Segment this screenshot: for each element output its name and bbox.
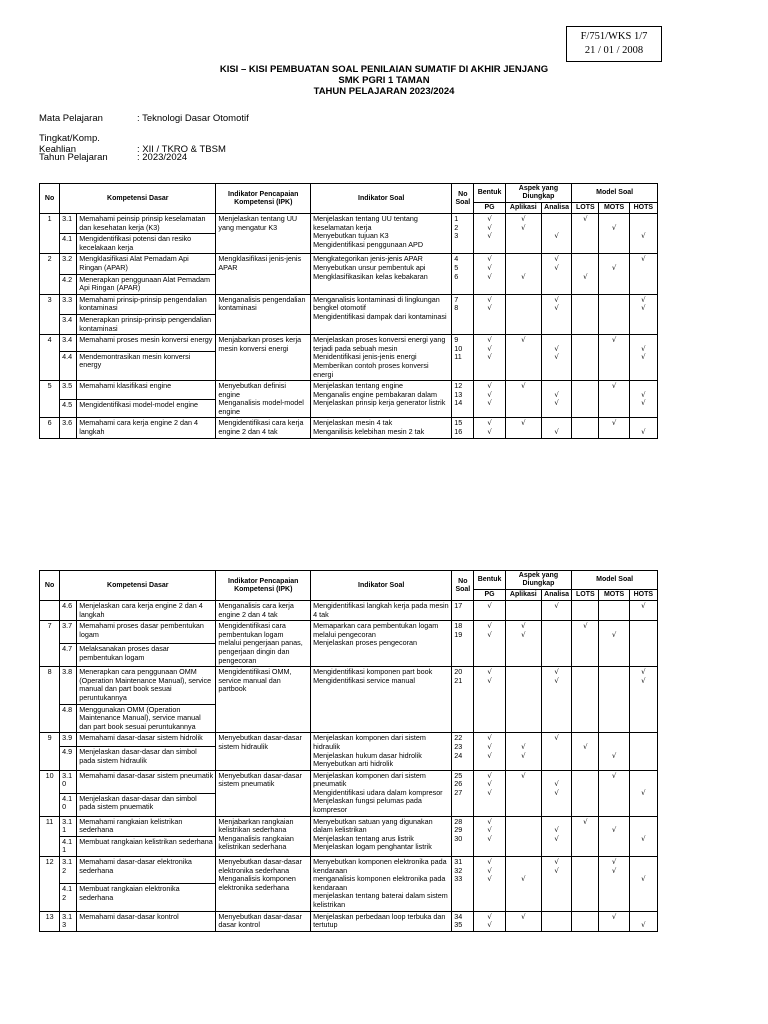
cell-check-ho: √ (629, 857, 657, 912)
cell-no: 10 (40, 770, 60, 816)
cell-kompetensi-dasar: Memahami peinsip prinsip keselamatan dan kesehatan kerja (K3) (77, 214, 216, 234)
table-row (40, 816, 658, 836)
cell-indikator-soal: Mengidentifikasi komponen part book Mengidentifikasi service manual (311, 667, 452, 733)
header-hots: HOTS (629, 203, 657, 214)
cell-kd-number: 4.9 (60, 746, 77, 770)
header-lots: LOTS (572, 590, 599, 601)
cell-kompetensi-dasar: Menggunakan OMM (Operation Maintenance Manual), service manual dan part book sesuai peruntukannya (77, 704, 216, 733)
table-row (40, 621, 658, 644)
cell-check-lo (572, 770, 599, 816)
cell-check-an: √ √ (541, 667, 571, 733)
meta-subject: Mata Pelajaran : Teknologi Dasar Otomotif (39, 113, 249, 124)
cell-kd-number: 4.1 (60, 234, 77, 254)
cell-ipk: Menyebutkan dasar-dasar sistem pneumatik (216, 770, 311, 816)
cell-no: 2 (40, 254, 60, 294)
cell-indikator-soal: Menjelaskan proses konversi energi yang terjadi pada sebuah mesin Menidentifikasi jenis-jenis energi Memberikan contoh proses konversi energi (311, 335, 452, 381)
cell-check-lo (572, 911, 599, 931)
cell-check-ap: √ (505, 418, 541, 438)
cell-no-soal: 34 35 (452, 911, 474, 931)
cell-kd-number: 3.1 0 (60, 770, 77, 793)
cell-kd-number: 4.7 (60, 644, 77, 667)
cell-kd-number: 3.4 (60, 335, 77, 352)
table-row (40, 254, 658, 274)
cell-no: 1 (40, 214, 60, 254)
header-aspek: Aspek yang Diungkap (505, 184, 572, 203)
cell-kompetensi-dasar: Mengidentifikasi model-model engine (77, 399, 216, 418)
cell-check-ho (629, 621, 657, 667)
cell-kd-number: 4.1 0 (60, 793, 77, 816)
cell-check-ap: √ (505, 381, 541, 418)
cell-kd-number: 3.7 (60, 621, 77, 644)
cell-kompetensi-dasar: Memahami dasar-dasar kontrol (77, 911, 216, 931)
cell-check-ap: √ (505, 254, 541, 294)
cell-check-lo (572, 418, 599, 438)
cell-indikator-soal: Menjelaskan tentang UU tentang keselamatan kerja Menyebutkan tujuan K3 Mengidentifikasi penggunaan APD (311, 214, 452, 254)
cell-check-ho: √ (629, 816, 657, 856)
cell-no-soal: 15 16 (452, 418, 474, 438)
cell-no-soal: 22 23 24 (452, 733, 474, 770)
cell-no: 7 (40, 621, 60, 667)
document-code-box (566, 26, 662, 62)
cell-kompetensi-dasar: Memahami prinsip-prinsip pengendalian kontaminasi (77, 294, 216, 314)
cell-check-ap: √ √ (505, 214, 541, 254)
cell-kompetensi-dasar: Melaksanakan proses dasar pembentukan logam (77, 644, 216, 667)
cell-ipk: Menyebutkan dasar-dasar dasar kontrol (216, 911, 311, 931)
cell-check-ap: √ √ (505, 621, 541, 667)
cell-check-an: √ √ (541, 381, 571, 418)
cell-kd-number: 3.1 1 (60, 816, 77, 836)
cell-ipk: Menganalisis pengendalian kontaminasi (216, 294, 311, 334)
cell-indikator-soal: Menyebutkan komponen elektronika pada kendaraan menganalisis komponen elektronika pada kendaraan menjelaskan tentang baterai dalam sistem kelistrikan (311, 857, 452, 912)
cell-no-soal: 4 5 6 (452, 254, 474, 294)
cell-check-ho (629, 733, 657, 770)
cell-indikator-soal: Menjelaskan komponen dari sistem pneumatik Mengidentifikasi udara dalam kompresor Menjelaskan fungsi pelumas pada kompresor (311, 770, 452, 816)
cell-check-mo: √ (599, 381, 629, 418)
cell-kompetensi-dasar: Memahami dasar-dasar sistem pneumatik (77, 770, 216, 793)
cell-kompetensi-dasar: Membuat rangkaian elektronika sederhana (77, 884, 216, 911)
cell-check-ap: √ (505, 770, 541, 816)
title-line-1: KISI – KISI PEMBUATAN SOAL PENILAIAN SUMATIF DI AKHIR JENJANG (219, 64, 549, 75)
cell-check-an: √ (541, 601, 571, 621)
cell-check-an: √ (541, 418, 571, 438)
cell-check-pg: √ √ √ (474, 733, 505, 770)
cell-check-ho: √ (629, 254, 657, 294)
document-date: 21 / 01 / 2008 (584, 45, 644, 56)
cell-check-an: √ √ (541, 770, 571, 816)
cell-no: 13 (40, 911, 60, 931)
header-mots: MOTS (599, 590, 629, 601)
cell-check-pg: √ √ √ (474, 381, 505, 418)
document-code: F/751/WKS 1/7 (580, 31, 648, 42)
cell-check-ap: √ (505, 335, 541, 381)
cell-check-ap (505, 294, 541, 334)
cell-ipk: Mengklasifikasi jenis-jenis APAR (216, 254, 311, 294)
cell-check-pg: √ √ √ (474, 254, 505, 294)
cell-check-an: √ √ (541, 816, 571, 856)
cell-check-ho: √ (629, 214, 657, 254)
cell-check-mo: √ (599, 418, 629, 438)
cell-kd-number: 4.5 (60, 399, 77, 418)
grid-table-1 (39, 183, 658, 439)
cell-check-ap: √ (505, 911, 541, 931)
grid-table-2 (39, 570, 658, 932)
cell-kd-number: 4.1 1 (60, 836, 77, 856)
cell-kd-number: 4.4 (60, 351, 77, 380)
cell-no: 8 (40, 667, 60, 733)
cell-check-ho: √ (629, 911, 657, 931)
cell-check-pg: √ √ √ (474, 816, 505, 856)
cell-kd-number: 3.2 (60, 254, 77, 274)
cell-check-pg: √ √ (474, 418, 505, 438)
cell-check-lo (572, 857, 599, 912)
cell-no: 5 (40, 381, 60, 418)
cell-check-mo: √ (599, 733, 629, 770)
header-analisa: Analisa (541, 203, 571, 214)
cell-check-lo: √ (572, 214, 599, 254)
table-row (40, 418, 658, 438)
cell-no: 6 (40, 418, 60, 438)
cell-check-ho: √ (629, 770, 657, 816)
cell-indikator-soal: Menjelaskan mesin 4 tak Menganilisis kelebihan mesin 2 tak (311, 418, 452, 438)
cell-check-ap (505, 601, 541, 621)
cell-ipk: Menjelaskan tentang UU yang mengatur K3 (216, 214, 311, 254)
cell-no-soal: 25 26 27 (452, 770, 474, 816)
cell-ipk: Menyebutkan definisi engine Menganalisis model-model engine (216, 381, 311, 418)
cell-kd-number: 3.1 2 (60, 857, 77, 884)
cell-check-an (541, 911, 571, 931)
cell-kompetensi-dasar: Menjelaskan dasar-dasar dan simbol pada sistem hidraulik (77, 746, 216, 770)
header-indikator-soal: Indikator Soal (311, 571, 452, 601)
cell-check-an: √ √ (541, 254, 571, 294)
cell-kd-number: 3.4 (60, 314, 77, 334)
cell-check-ho: √ √ (629, 294, 657, 334)
cell-indikator-soal: Menjelaskan komponen dari sistem hidraulik Menjelaskan hukum dasar hidrolik Menyebutkan arti hidrolik (311, 733, 452, 770)
cell-no-soal: 17 (452, 601, 474, 621)
cell-kompetensi-dasar: Memahami dasar-dasar elektronika sederhana (77, 857, 216, 884)
cell-kompetensi-dasar: Menerapkan penggunaan Alat Pemadam Api Ringan (APAR) (77, 274, 216, 294)
cell-check-pg: √ √ √ (474, 857, 505, 912)
meta-level: Tingkat/Komp. Keahlian : XII / TKRO & TBSM (39, 133, 226, 155)
header-mots: MOTS (599, 203, 629, 214)
cell-kd-number: 3.6 (60, 418, 77, 438)
table-row (40, 601, 658, 621)
cell-indikator-soal: Menyebutkan satuan yang digunakan dalam kelistrikan Menjelaskan tentang arus listrik Menjelaskan logam penghantar listrik (311, 816, 452, 856)
cell-kd-number: 3.3 (60, 294, 77, 314)
cell-kd-number: 3.9 (60, 733, 77, 747)
cell-check-ap: √ (505, 857, 541, 912)
header-aspek: Aspek yang Diungkap (505, 571, 572, 590)
table-row (40, 294, 658, 314)
cell-check-mo: √ (599, 254, 629, 294)
cell-no-soal: 18 19 (452, 621, 474, 667)
cell-kompetensi-dasar: Memahami rangkaian kelistrikan sederhana (77, 816, 216, 836)
cell-check-mo: √ (599, 911, 629, 931)
cell-check-an: √ (541, 733, 571, 770)
header-no-soal: No Soal (452, 571, 474, 601)
cell-check-mo: √ √ (599, 857, 629, 912)
cell-kd-number: 4.6 (60, 601, 77, 621)
cell-no-soal: 20 21 (452, 667, 474, 733)
cell-kompetensi-dasar: Menerapkan prinsip-prinsip pengendalian kontaminasi (77, 314, 216, 334)
cell-kompetensi-dasar: Memahami proses dasar pembentukan logam (77, 621, 216, 644)
cell-check-lo: √ (572, 621, 599, 667)
header-analisa: Analisa (541, 590, 571, 601)
cell-indikator-soal: Menganalisis kontaminasi di lingkungan bengkel otomotif Mengidentifikasi dampak dari kontaminasi (311, 294, 452, 334)
cell-check-pg: √ (474, 601, 505, 621)
cell-check-mo: √ (599, 621, 629, 667)
header-pg: PG (474, 203, 505, 214)
cell-check-pg: √ √ (474, 621, 505, 667)
cell-indikator-soal: Menjelaskan tentang engine Menganalis engine pembakaran dalam Menjelaskan prinsip kerja generator listrik (311, 381, 452, 418)
cell-kd-number: 4.2 (60, 274, 77, 294)
cell-no-soal: 31 32 33 (452, 857, 474, 912)
table-row (40, 667, 658, 704)
cell-kompetensi-dasar: Memahami dasar-dasar sistem hidrolik (77, 733, 216, 747)
cell-check-mo (599, 601, 629, 621)
cell-no-soal: 1 2 3 (452, 214, 474, 254)
header-model: Model Soal (572, 184, 658, 203)
cell-check-an: √ √ (541, 335, 571, 381)
cell-no-soal: 12 13 14 (452, 381, 474, 418)
cell-no-soal: 7 8 (452, 294, 474, 334)
cell-check-mo (599, 667, 629, 733)
cell-kompetensi-dasar: Memahami cara kerja engine 2 dan 4 langkah (77, 418, 216, 438)
cell-check-ap (505, 667, 541, 733)
cell-no: 9 (40, 733, 60, 770)
document-title (0, 64, 768, 97)
cell-kompetensi-dasar: Mengklasifikasi Alat Pemadam Api Ringan (APAR) (77, 254, 216, 274)
table-row (40, 911, 658, 931)
header-kd: Kompetensi Dasar (60, 184, 216, 214)
cell-no-soal: 9 10 11 (452, 335, 474, 381)
header-ipk: Indikator Pencapaian Kompetensi (IPK) (216, 571, 311, 601)
cell-kompetensi-dasar: Menerapkan cara penggunaan OMM (Operation Maintenance Manual), service manual dan part book sesuai peruntukannya (77, 667, 216, 704)
header-bentuk: Bentuk (474, 571, 505, 590)
cell-kompetensi-dasar: Menjelaskan dasar-dasar dan simbol pada sistem pnuematik (77, 793, 216, 816)
table-row (40, 733, 658, 747)
header-ipk: Indikator Pencapaian Kompetensi (IPK) (216, 184, 311, 214)
cell-check-mo (599, 294, 629, 334)
title-line-2: SMK PGRI 1 TAMAN (338, 75, 430, 86)
cell-check-lo: √ (572, 733, 599, 770)
cell-check-lo: √ (572, 816, 599, 856)
cell-no: 4 (40, 335, 60, 381)
table-row (40, 335, 658, 352)
header-aplikasi: Aplikasi (505, 203, 541, 214)
header-indikator-soal: Indikator Soal (311, 184, 452, 214)
cell-kd-number: 3.1 3 (60, 911, 77, 931)
header-no: No (40, 184, 60, 214)
table-row (40, 770, 658, 793)
cell-kd-number: 3.1 (60, 214, 77, 234)
cell-ipk: Menyebutkan dasar-dasar sistem hidraulik (216, 733, 311, 770)
header-bentuk: Bentuk (474, 184, 505, 203)
cell-check-lo (572, 601, 599, 621)
cell-check-ho: √ √ (629, 335, 657, 381)
header-pg: PG (474, 590, 505, 601)
cell-kompetensi-dasar: Menjelaskan cara kerja engine 2 dan 4 langkah (77, 601, 216, 621)
cell-check-mo: √ (599, 214, 629, 254)
cell-check-an (541, 621, 571, 667)
cell-kompetensi-dasar: Mendemontrasikan mesin konversi energy (77, 351, 216, 380)
cell-check-mo: √ (599, 335, 629, 381)
cell-kd-number: 3.5 (60, 381, 77, 400)
table-row (40, 381, 658, 400)
cell-check-ho: √ (629, 418, 657, 438)
cell-check-an: √ √ (541, 294, 571, 334)
cell-check-mo: √ (599, 816, 629, 856)
cell-check-ho: √ (629, 601, 657, 621)
cell-check-lo (572, 335, 599, 381)
cell-check-lo: √ (572, 254, 599, 294)
cell-check-pg: √ √ (474, 911, 505, 931)
cell-check-ho: √ √ (629, 381, 657, 418)
cell-ipk: Menjabarkan rangkaian kelistrikan sederhana Menganalisis rangkaian kelistrikan sederhana (216, 816, 311, 856)
table-row (40, 214, 658, 234)
cell-check-pg: √ √ √ (474, 770, 505, 816)
meta-year: Tahun Pelajaran : 2023/2024 (39, 152, 188, 163)
cell-indikator-soal: Memaparkan cara pembentukan logam melalui pengecoran Menjelaskan proses pengecoran (311, 621, 452, 667)
header-lots: LOTS (572, 203, 599, 214)
cell-no-soal: 28 29 30 (452, 816, 474, 856)
header-no: No (40, 571, 60, 601)
cell-kd-number: 3.8 (60, 667, 77, 704)
cell-kompetensi-dasar: Mengidentifikasi potensi dan resiko kecelakaan kerja (77, 234, 216, 254)
cell-indikator-soal: Menjelaskan perbedaan loop terbuka dan tertutup (311, 911, 452, 931)
cell-check-an: √ √ (541, 857, 571, 912)
cell-ipk: Menganalisis cara kerja engine 2 dan 4 tak (216, 601, 311, 621)
header-kd: Kompetensi Dasar (60, 571, 216, 601)
cell-kd-number: 4.1 2 (60, 884, 77, 911)
cell-no: 12 (40, 857, 60, 912)
cell-ipk: Mengidentifikasi cara kerja engine 2 dan 4 tak (216, 418, 311, 438)
cell-check-lo (572, 667, 599, 733)
cell-kompetensi-dasar: Membuat rangkaian kelistrikan sederhana (77, 836, 216, 856)
cell-kompetensi-dasar: Memahami proses mesin konversi energy (77, 335, 216, 352)
header-hots: HOTS (629, 590, 657, 601)
cell-indikator-soal: Mengkategorikan jenis-jenis APAR Menyebutkan unsur pembentuk api Mengklasifikasikan kelas kebakaran (311, 254, 452, 294)
cell-no: 3 (40, 294, 60, 334)
cell-ipk: Mengidentifikasi OMM, service manual dan partbook (216, 667, 311, 733)
cell-check-ho: √ √ (629, 667, 657, 733)
cell-check-pg: √ √ (474, 667, 505, 733)
header-no-soal: No Soal (452, 184, 474, 214)
table-row (40, 857, 658, 884)
cell-check-pg: √ √ √ (474, 335, 505, 381)
cell-no: 11 (40, 816, 60, 856)
header-aplikasi: Aplikasi (505, 590, 541, 601)
cell-check-lo (572, 294, 599, 334)
cell-check-ap: √ √ (505, 733, 541, 770)
cell-check-mo: √ (599, 770, 629, 816)
cell-indikator-soal: Mengidentifikasi langkah kerja pada mesin 4 tak (311, 601, 452, 621)
cell-check-ap (505, 816, 541, 856)
cell-ipk: Mengidentifikasi cara pembentukan logam melalui pengerjaan panas, pengerjaan dingin dan pengecoran (216, 621, 311, 667)
cell-no (40, 601, 60, 621)
cell-check-an: √ (541, 214, 571, 254)
cell-check-pg: √ √ √ (474, 214, 505, 254)
cell-check-pg: √ √ (474, 294, 505, 334)
cell-ipk: Menyebutkan dasar-dasar elektronika sederhana Menganalisis komponen elektronika sederhana (216, 857, 311, 912)
cell-ipk: Menjabarkan proses kerja mesin konversi energi (216, 335, 311, 381)
cell-kompetensi-dasar: Memahami klasifikasi engine (77, 381, 216, 400)
header-model: Model Soal (572, 571, 658, 590)
cell-check-lo (572, 381, 599, 418)
title-line-3: TAHUN PELAJARAN 2023/2024 (313, 86, 455, 97)
cell-kd-number: 4.8 (60, 704, 77, 733)
